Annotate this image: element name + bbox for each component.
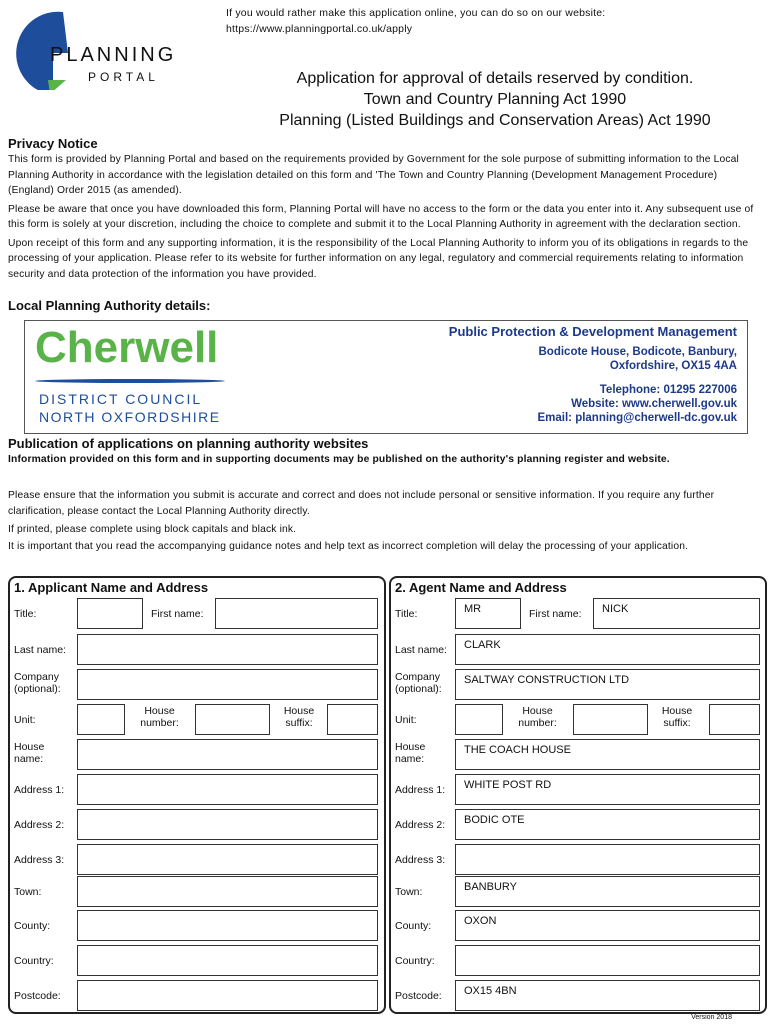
online-note: If you would rather make this application online, you can do so on our website: https://www.planningportal.co.uk/apply <box>226 6 605 37</box>
label-address2: Address 2: <box>395 819 446 831</box>
label-country: Country: <box>14 955 54 967</box>
page-title: Application for approval of details reserved by condition. Town and Country Planning Act 1990 Planning (Listed Buildings and Conservation Areas) Act 1990 <box>279 70 711 129</box>
label-unit: Unit: <box>14 714 36 726</box>
publication-text: Please ensure that the information you submit is accurate and correct and does not include personal or sensitive information. If you require any further clarification, please contact the Local Planning Authority directly. If printed, please complete using block capitals and black ink. It is important that you read the accompanying guidance notes and help text as incorrect completion will delay the processing of your application. <box>8 490 715 552</box>
label-town: Town: <box>395 886 423 898</box>
logo-swoosh <box>35 379 225 383</box>
label-company: Company (optional): <box>14 671 61 695</box>
label-house_name: House name: <box>14 741 45 765</box>
agent-country-input[interactable] <box>455 945 760 976</box>
agent-county-input[interactable]: OXON <box>455 910 760 941</box>
label-title: Title: <box>14 608 37 620</box>
agent-company-input[interactable]: SALTWAY CONSTRUCTION LTD <box>455 669 760 700</box>
cherwell-logo: Cherwell <box>35 323 219 372</box>
agent-title-input[interactable]: MR <box>455 598 521 629</box>
agent-first-name-input[interactable]: NICK <box>593 598 760 629</box>
label-county: County: <box>395 920 432 932</box>
label-last_name: Last name: <box>395 644 447 656</box>
lpa-contact: Public Protection & Development Management Bodicote House, Bodicote, Banbury, Oxfordshire, OX15 4AA Telephone: 01295 227006 Website: www.cherwell.gov.uk Email: planning@cherwell-dc.gov.uk <box>448 324 737 424</box>
label-postcode: Postcode: <box>395 990 442 1002</box>
agent-postcode-input[interactable]: OX15 4BN <box>455 980 760 1011</box>
label-county: County: <box>14 920 51 932</box>
applicant-unit-input[interactable] <box>77 704 125 735</box>
applicant-title-input[interactable] <box>77 598 143 629</box>
applicant-address3-input[interactable] <box>77 844 378 875</box>
agent-last-name-input[interactable]: CLARK <box>455 634 760 665</box>
label-town: Town: <box>14 886 42 898</box>
applicant-county-input[interactable] <box>77 910 378 941</box>
logo-subtext: PORTAL <box>88 70 159 84</box>
label-address1: Address 1: <box>14 784 65 796</box>
label-country: Country: <box>395 955 435 967</box>
publication-heading: Publication of applications on planning authority websites <box>8 436 369 451</box>
lpa-heading: Local Planning Authority details: <box>8 298 211 313</box>
agent-address1-input[interactable]: WHITE POST RD <box>455 774 760 805</box>
applicant-last-name-input[interactable] <box>77 634 378 665</box>
label-address1: Address 1: <box>395 784 446 796</box>
agent-unit-input[interactable] <box>455 704 503 735</box>
logo-sub2: NORTH OXFORDSHIRE <box>39 409 221 425</box>
label-house_suffix: House suffix: <box>661 705 693 729</box>
label-address3: Address 3: <box>14 854 65 866</box>
label-last_name: Last name: <box>14 644 66 656</box>
agent-address2-input[interactable]: BODIC OTE <box>455 809 760 840</box>
label-house_name: House name: <box>395 741 426 765</box>
privacy-heading: Privacy Notice <box>8 136 98 151</box>
applicant-address2-input[interactable] <box>77 809 378 840</box>
applicant-address1-input[interactable] <box>77 774 378 805</box>
applicant-town-input[interactable] <box>77 876 378 907</box>
applicant-heading: 1. Applicant Name and Address <box>14 580 209 595</box>
label-postcode: Postcode: <box>14 990 61 1002</box>
planning-portal-logo <box>8 10 198 90</box>
privacy-text: This form is provided by Planning Portal and based on the requirements provided by Government for the sole purpose of submitting information to the Local Planning Authority in accordance with the legislation detailed on this form and 'The Town and Country Planning (Development Management Procedure) (England) Order 2015 (as amended). Please be aware that once you have downloaded this form, Planning Portal will have no access to the form or the data you enter into it. Any subsequent use of this form is solely at your discretion, including the choice to complete and submit it to the Local Planning Authority in agreement with the declaration section. Upon receipt of this form and any supporting information, it is the responsibility of the Local Planning Authority to inform you of its obligations in regards to the processing of your application. Please refer to its website for further information on any legal, regulatory and commercial requirements relating to information security and data protection of the information you have provided. <box>8 154 754 280</box>
version-label: Version 2018 <box>691 1014 732 1021</box>
applicant-house-number-input[interactable] <box>195 704 270 735</box>
website-link[interactable]: https://www.planningportal.co.uk/apply <box>226 22 413 35</box>
label-unit: Unit: <box>395 714 417 726</box>
label-company: Company (optional): <box>395 671 442 695</box>
label-first_name: First name: <box>151 608 204 620</box>
label-house_number: House number: <box>140 705 179 729</box>
label-house_number: House number: <box>518 705 557 729</box>
agent-town-input[interactable]: BANBURY <box>455 876 760 907</box>
applicant-first-name-input[interactable] <box>215 598 378 629</box>
label-address3: Address 3: <box>395 854 446 866</box>
applicant-house-name-input[interactable] <box>77 739 378 770</box>
label-house_suffix: House suffix: <box>283 705 315 729</box>
applicant-house-suffix-input[interactable] <box>327 704 378 735</box>
label-address2: Address 2: <box>14 819 65 831</box>
label-first_name: First name: <box>529 608 582 620</box>
agent-house-suffix-input[interactable] <box>709 704 760 735</box>
agent-house-name-input[interactable]: THE COACH HOUSE <box>455 739 760 770</box>
logo-text: PLANNING <box>50 44 177 66</box>
agent-house-number-input[interactable] <box>573 704 648 735</box>
lpa-banner <box>24 320 748 434</box>
applicant-country-input[interactable] <box>77 945 378 976</box>
publication-note: Information provided on this form and in supporting documents may be published on the authority's planning register and website. <box>8 454 670 465</box>
applicant-company-input[interactable] <box>77 669 378 700</box>
logo-sub1: DISTRICT COUNCIL <box>39 391 203 407</box>
agent-heading: 2. Agent Name and Address <box>395 580 567 595</box>
applicant-postcode-input[interactable] <box>77 980 378 1011</box>
agent-address3-input[interactable] <box>455 844 760 875</box>
label-title: Title: <box>395 608 418 620</box>
